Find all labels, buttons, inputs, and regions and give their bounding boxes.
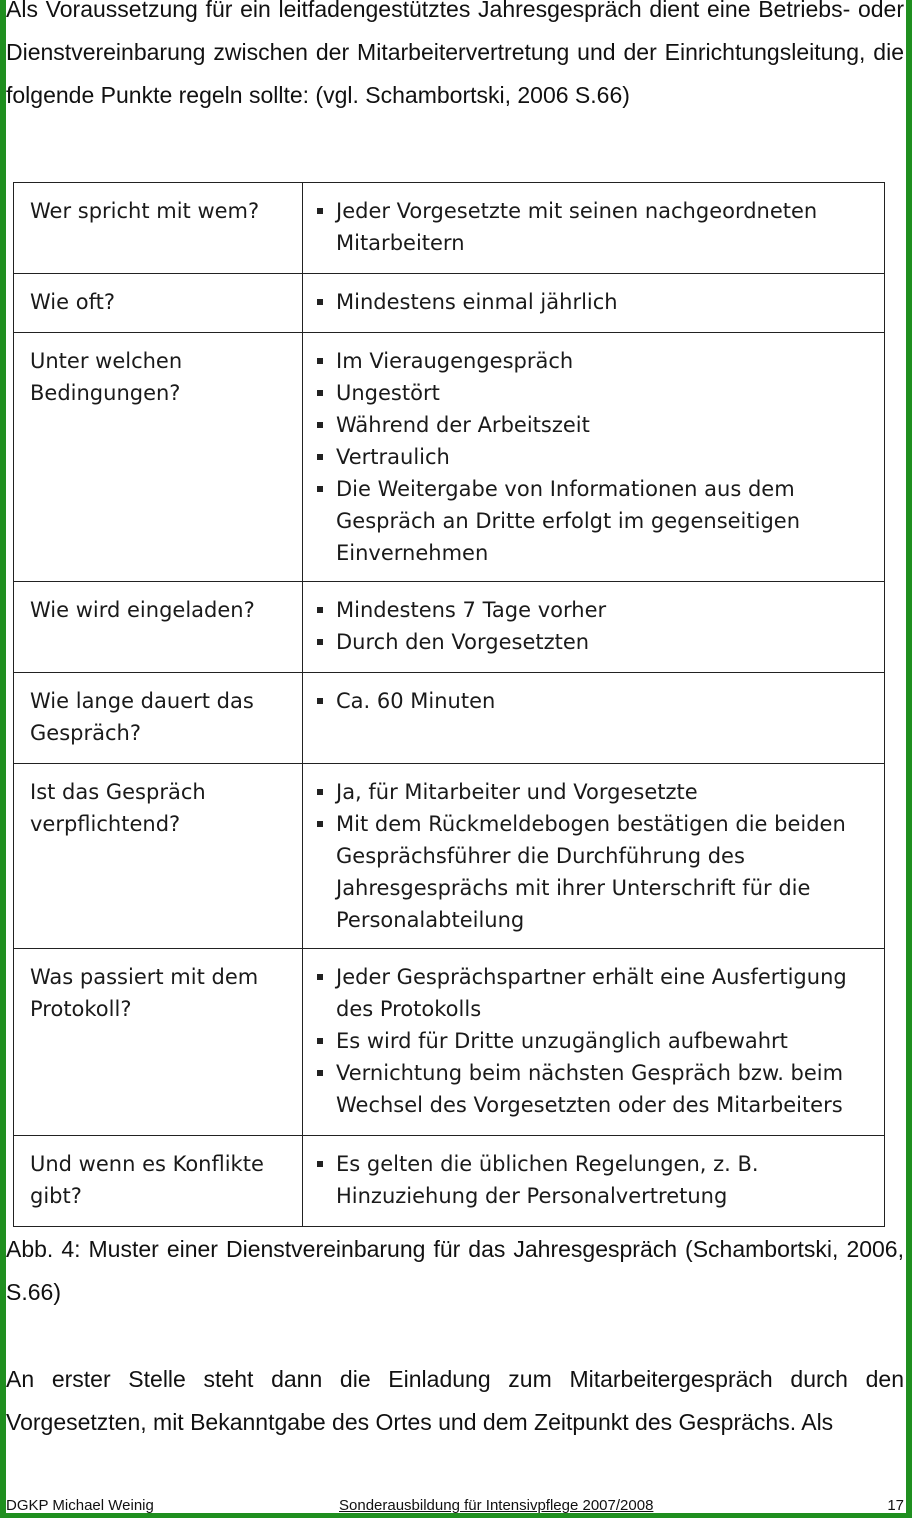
list-item (317, 685, 870, 717)
bullet-icon (317, 486, 323, 492)
answer-text: Mindestens einmal jährlich (336, 290, 618, 314)
bullet-icon (317, 1070, 323, 1076)
table-row (14, 333, 885, 582)
page-number: 17 (887, 1497, 904, 1514)
bullet-icon (317, 607, 323, 613)
bullet-icon (317, 1038, 323, 1044)
answer-text: Vernichtung beim nächsten Gespräch bzw. beim Wechsel des Vorgesetzten oder des Mitarbeiters (336, 1061, 844, 1117)
answer-list (317, 195, 870, 259)
answer-cell (303, 582, 885, 673)
answer-text: Ca. 60 Minuten (336, 689, 496, 713)
answer-cell (303, 333, 885, 582)
answer-list (317, 961, 870, 1121)
question-cell: Wer spricht mit wem? (14, 183, 303, 274)
answer-list (317, 776, 870, 936)
answer-text: Vertraulich (336, 445, 450, 469)
question-cell: Was passiert mit dem Protokoll? (14, 949, 303, 1136)
table-row (14, 274, 885, 333)
answer-list (317, 286, 870, 318)
intro-paragraph: Als Voraussetzung für ein leitfadengestütztes Jahresgespräch dient eine Betriebs- oder Dienstvereinbarung zwischen der Mitarbeitervertretung und der Einrichtungsleitung, die folgende Punkte regeln sollte: (vgl. Schambortski, 2006 S.66) (6, 0, 904, 108)
table-row (14, 764, 885, 949)
list-item (317, 594, 870, 626)
list-item (317, 776, 870, 808)
list-item (317, 473, 870, 569)
answer-text: Durch den Vorgesetzten (336, 630, 590, 654)
answer-cell (303, 1136, 885, 1227)
answer-cell (303, 183, 885, 274)
bullet-icon (317, 974, 323, 980)
answer-list (317, 1148, 870, 1212)
question-cell: Wie oft? (14, 274, 303, 333)
list-item (317, 441, 870, 473)
answer-text: Mit dem Rückmeldebogen bestätigen die beiden Gesprächsführer die Durchführung des Jahresgesprächs mit ihrer Unterschrift für die Personalabteilung (336, 812, 846, 932)
list-item (317, 345, 870, 377)
list-item (317, 195, 870, 259)
table-row (14, 1136, 885, 1227)
question-cell: Und wenn es Konflikte gibt? (14, 1136, 303, 1227)
bullet-icon (317, 1161, 323, 1167)
footer-author: DGKP Michael Weinig (6, 1497, 154, 1514)
bullet-icon (317, 299, 323, 305)
agreement-table (13, 182, 885, 1227)
footer-course: Sonderausbildung für Intensivpflege 2007/2008 (339, 1497, 654, 1514)
body-paragraph: An erster Stelle steht dann die Einladung zum Mitarbeitergespräch durch den Vorgesetzten, mit Bekanntgabe des Ortes und dem Zeitpunkt des Gesprächs. Als (6, 1366, 904, 1435)
list-item (317, 377, 870, 409)
bullet-icon (317, 698, 323, 704)
answer-text: Ja, für Mitarbeiter und Vorgesetzte (336, 780, 698, 804)
figure-caption: Abb. 4: Muster einer Dienstvereinbarung für das Jahresgespräch (Schambortski, 2006, S.66) (6, 1236, 904, 1305)
answer-cell (303, 274, 885, 333)
answer-text: Ungestört (336, 381, 440, 405)
bullet-icon (317, 454, 323, 460)
answer-text: Mindestens 7 Tage vorher (336, 598, 607, 622)
list-item (317, 626, 870, 658)
answer-text: Jeder Gesprächspartner erhält eine Ausfertigung des Protokolls (336, 965, 847, 1021)
answer-text: Während der Arbeitszeit (336, 413, 590, 437)
table-row (14, 582, 885, 673)
question-cell: Wie lange dauert das Gespräch? (14, 673, 303, 764)
bullet-icon (317, 821, 323, 827)
answer-text: Im Vieraugengespräch (336, 349, 574, 373)
answer-text: Jeder Vorgesetzte mit seinen nachgeordneten Mitarbeitern (336, 199, 818, 255)
bullet-icon (317, 208, 323, 214)
bullet-icon (317, 390, 323, 396)
bullet-icon (317, 789, 323, 795)
list-item (317, 808, 870, 936)
answer-cell (303, 673, 885, 764)
list-item (317, 1057, 870, 1121)
question-cell: Wie wird eingeladen? (14, 582, 303, 673)
table-row (14, 183, 885, 274)
list-item (317, 286, 870, 318)
answer-text: Die Weitergabe von Informationen aus dem Gespräch an Dritte erfolgt im gegenseitigen Einvernehmen (336, 477, 801, 565)
answer-list (317, 345, 870, 569)
bullet-icon (317, 358, 323, 364)
list-item (317, 1148, 870, 1212)
bullet-icon (317, 422, 323, 428)
bullet-icon (317, 639, 323, 645)
answer-list (317, 594, 870, 658)
question-cell: Ist das Gespräch verpflichtend? (14, 764, 303, 949)
list-item (317, 409, 870, 441)
answer-cell (303, 949, 885, 1136)
list-item (317, 1025, 870, 1057)
table-row (14, 673, 885, 764)
answer-text: Es wird für Dritte unzugänglich aufbewahrt (336, 1029, 788, 1053)
answer-list (317, 685, 870, 717)
question-cell: Unter welchen Bedingungen? (14, 333, 303, 582)
answer-cell (303, 764, 885, 949)
table-row (14, 949, 885, 1136)
page-footer (6, 1496, 904, 1516)
list-item (317, 961, 870, 1025)
answer-text: Es gelten die üblichen Regelungen, z. B. Hinzuziehung der Personalvertretung (336, 1152, 759, 1208)
